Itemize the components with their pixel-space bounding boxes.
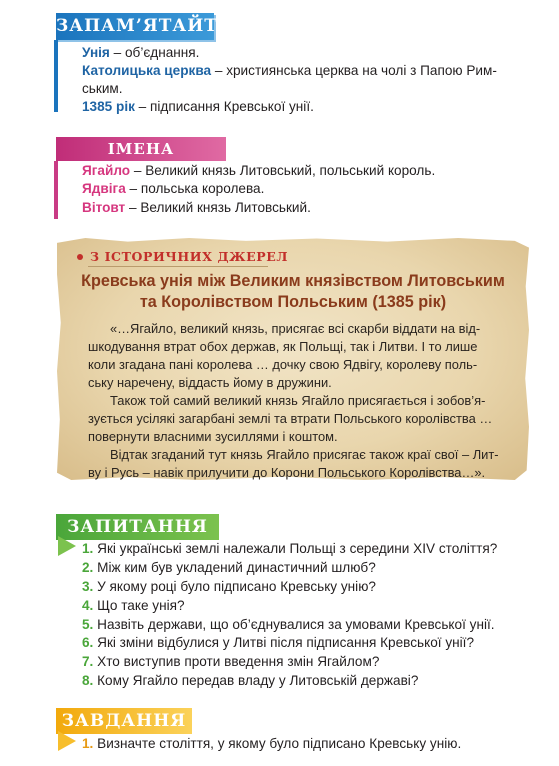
source-text-line: коли згадана пані королева … дочку свою Ядвігу, королеву поль- <box>88 357 478 372</box>
question-item: 5. Назвіть держави, що об’єднувалися за умовами Кревської унії. <box>82 617 495 632</box>
section-accent-bar <box>54 40 58 112</box>
source-label: З ІСТОРИЧНИХ ДЖЕРЕЛ <box>90 249 289 264</box>
source-text-line: зується усілякі загарбані землі та втрати Польського королівства … <box>88 411 493 426</box>
source-text-line: Також той самий великий князь Ягайло присягається і зобов’я- <box>110 393 486 408</box>
arrow-icon <box>58 536 76 556</box>
remember-item: Католицька церква – християнська церква на чолі з Папою Рим- <box>82 63 497 78</box>
questions-heading: ЗАПИТАННЯ <box>56 514 219 540</box>
question-item: 2. Між ким був укладений династичний шлюб? <box>82 560 376 575</box>
source-text-line: ську наречену, віддасть йому в дружини. <box>88 375 332 390</box>
question-item: 7. Хто виступив проти введення змін Ягайлом? <box>82 654 380 669</box>
remember-item: 1385 рік – підписання Кревської унії. <box>82 99 314 114</box>
question-item: 3. У якому році було підписано Кревську унію? <box>82 579 376 594</box>
arrow-icon <box>58 731 76 751</box>
section-accent-bar <box>54 161 58 219</box>
name-item: Ядвіга – польська королева. <box>82 181 265 196</box>
question-item: 6. Які зміни відбулися у Литві після підписання Кревської унії? <box>82 635 474 650</box>
source-title: Кревська унія між Великим князівством Литовським <box>81 272 505 290</box>
tasks-heading: ЗАВДАННЯ <box>56 708 192 734</box>
question-item: 1. Які українські землі належали Польщі з середини XIV століття? <box>82 541 498 556</box>
source-text-line: ву і Русь – навік прилучити до Корони Польського Королівства…». <box>88 465 486 480</box>
name-item: Ягайло – Великий князь Литовський, польський король. <box>82 163 436 178</box>
remember-item: Унія – об’єднання. <box>82 45 200 60</box>
source-text-line: «…Ягайло, великий князь, присягає всі скарби віддати на від- <box>110 321 481 336</box>
divider <box>88 266 268 267</box>
remember-heading: ЗАПАМ’ЯТАЙТЕ <box>56 13 214 40</box>
question-item: 4. Що таке унія? <box>82 598 185 613</box>
source-text-line: Відтак згаданий тут князь Ягайло присягає також краї свої – Лит- <box>110 447 499 462</box>
source-text-line: повернути власними зусиллями і коштом. <box>88 429 338 444</box>
question-item: 8. Кому Ягайло передав владу у Литовській державі? <box>82 673 419 688</box>
remember-item-continuation: ським. <box>82 81 123 96</box>
name-item: Вітовт – Великий князь Литовський. <box>82 200 311 215</box>
names-heading: ІМЕНА <box>56 137 226 161</box>
source-title: та Королівством Польським (1385 рік) <box>139 293 447 311</box>
task-item: 1. Визначте століття, у якому було підписано Кревську унію. <box>82 736 462 751</box>
source-text-line: шкодування втрат обох держав, як Польщі, так і Литви. І то лише <box>88 339 478 354</box>
bullet-icon <box>77 254 83 260</box>
